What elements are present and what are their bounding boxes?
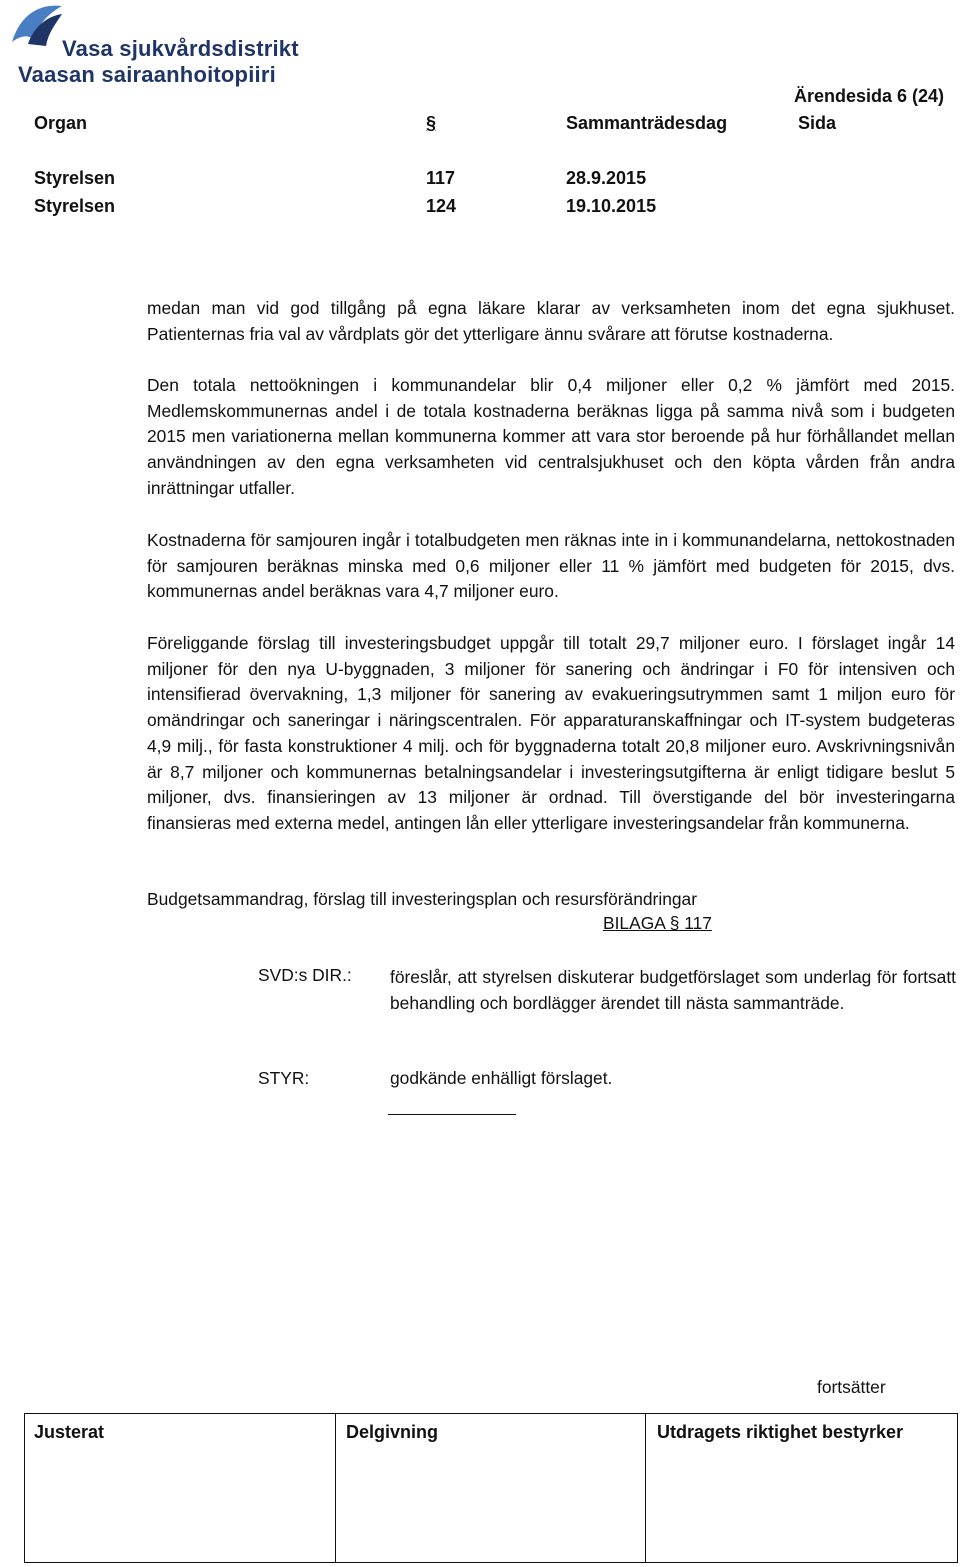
paragraph-3: Kostnaderna för samjouren ingår i totalbudgeten men räknas inte in i kommunandelarna, nettokostnaden för samjouren beräknas minska med 0,6 miljoner eller 11 % jämfört med budgeten för 2015, dvs. kommunernas andel beräknas vara 4,7 miljoner euro. bbox=[147, 530, 955, 602]
paragraph-1: medan man vid god tillgång på egna läkare klarar av verksamheten inom det egna sjukhuset. Patienternas fria val av vårdplats gör det ytterligare ännu svårare att förutse kostnaderna. bbox=[147, 298, 955, 344]
organization-name-swedish: Vasa sjukvårdsdistrikt bbox=[62, 36, 299, 61]
footer-divider bbox=[645, 1414, 646, 1562]
decision-text-dir: föreslår, att styrelsen diskuterar budgetförslaget som underlag för fortsatt behandling och bordlägger ärendet till nästa sammanträde. bbox=[390, 967, 956, 1013]
footer-divider bbox=[335, 1414, 336, 1562]
header-section: § bbox=[426, 113, 437, 133]
continues-note: fortsätter bbox=[817, 1377, 886, 1397]
separator-line bbox=[388, 1114, 516, 1115]
row-1-date: 28.9.2015 bbox=[566, 168, 647, 188]
footer-signature-box bbox=[24, 1413, 958, 1563]
attachment-description: Budgetsammandrag, förslag till investeringsplan och resursförändringar bbox=[147, 889, 698, 909]
header-organ: Organ bbox=[34, 113, 88, 133]
row-1-organ: Styrelsen bbox=[34, 168, 116, 188]
footer-justerat: Justerat bbox=[34, 1422, 105, 1442]
header-page: Sida bbox=[798, 113, 837, 133]
paragraph-4: Föreliggande förslag till investeringsbudget uppgår till totalt 29,7 miljoner euro. I förslaget ingår 14 miljoner för den nya U-byggnaden, 3 miljoner för sanering och ändringar i F0 för intensiven och intensifierad övervakning, 1,3 miljoner för sanering av evakueringsutrymmen samt 1 miljon euro för omändringar och saneringar i näringscentralen. För apparaturanskaffningar och IT-system budgeteras 4,9 milj., för fasta konstruktioner 4 milj. och för byggnaderna totalt 20,8 miljoner euro. Avskrivningsnivån är 8,7 miljoner och kommunernas betalningsandelar i investeringsutgifterna är enligt tidigare beslut 5 miljoner, dvs. finansieringen av 13 miljoner är ordnad. Till överstigande del bör investeringarna finansieras med externa medel, antingen lån eller ytterligare investeringsandelar från kommunerna. bbox=[147, 633, 955, 833]
decision-label-dir: SVD:s DIR.: bbox=[258, 965, 352, 985]
paragraph-2: Den totala nettoökningen i kommunandelar blir 0,4 miljoner eller 0,2 % jämfört med 2015. Medlemskommunernas andel i de totala kostnaderna beräknas ligga på samma nivå som i budgeten 2015 men variationerna mellan kommunerna kommer att vara stor beroende på hur förhållandet mellan användningen av den egna verksamheten vid centralsjukhuset och den köpta vården från andra inrättningar utfaller. bbox=[147, 375, 955, 498]
page-indicator: Ärendesida 6 (24) bbox=[794, 86, 945, 106]
row-2-date: 19.10.2015 bbox=[566, 196, 657, 216]
row-1-section: 117 bbox=[426, 168, 456, 188]
attachment-label: BILAGA § 117 bbox=[603, 913, 712, 933]
footer-verified: Utdragets riktighet bestyrker bbox=[657, 1422, 904, 1442]
row-2-section: 124 bbox=[426, 196, 457, 216]
row-2-organ: Styrelsen bbox=[34, 196, 116, 216]
header-meeting-date: Sammanträdesdag bbox=[566, 113, 728, 133]
footer-delgivning: Delgivning bbox=[346, 1422, 439, 1442]
organization-logo-icon bbox=[4, 0, 64, 60]
decision-text-styr: godkände enhälligt förslaget. bbox=[390, 1068, 613, 1088]
organization-name-finnish: Vaasan sairaanhoitopiiri bbox=[18, 62, 276, 87]
decision-label-styr: STYR: bbox=[258, 1068, 310, 1088]
